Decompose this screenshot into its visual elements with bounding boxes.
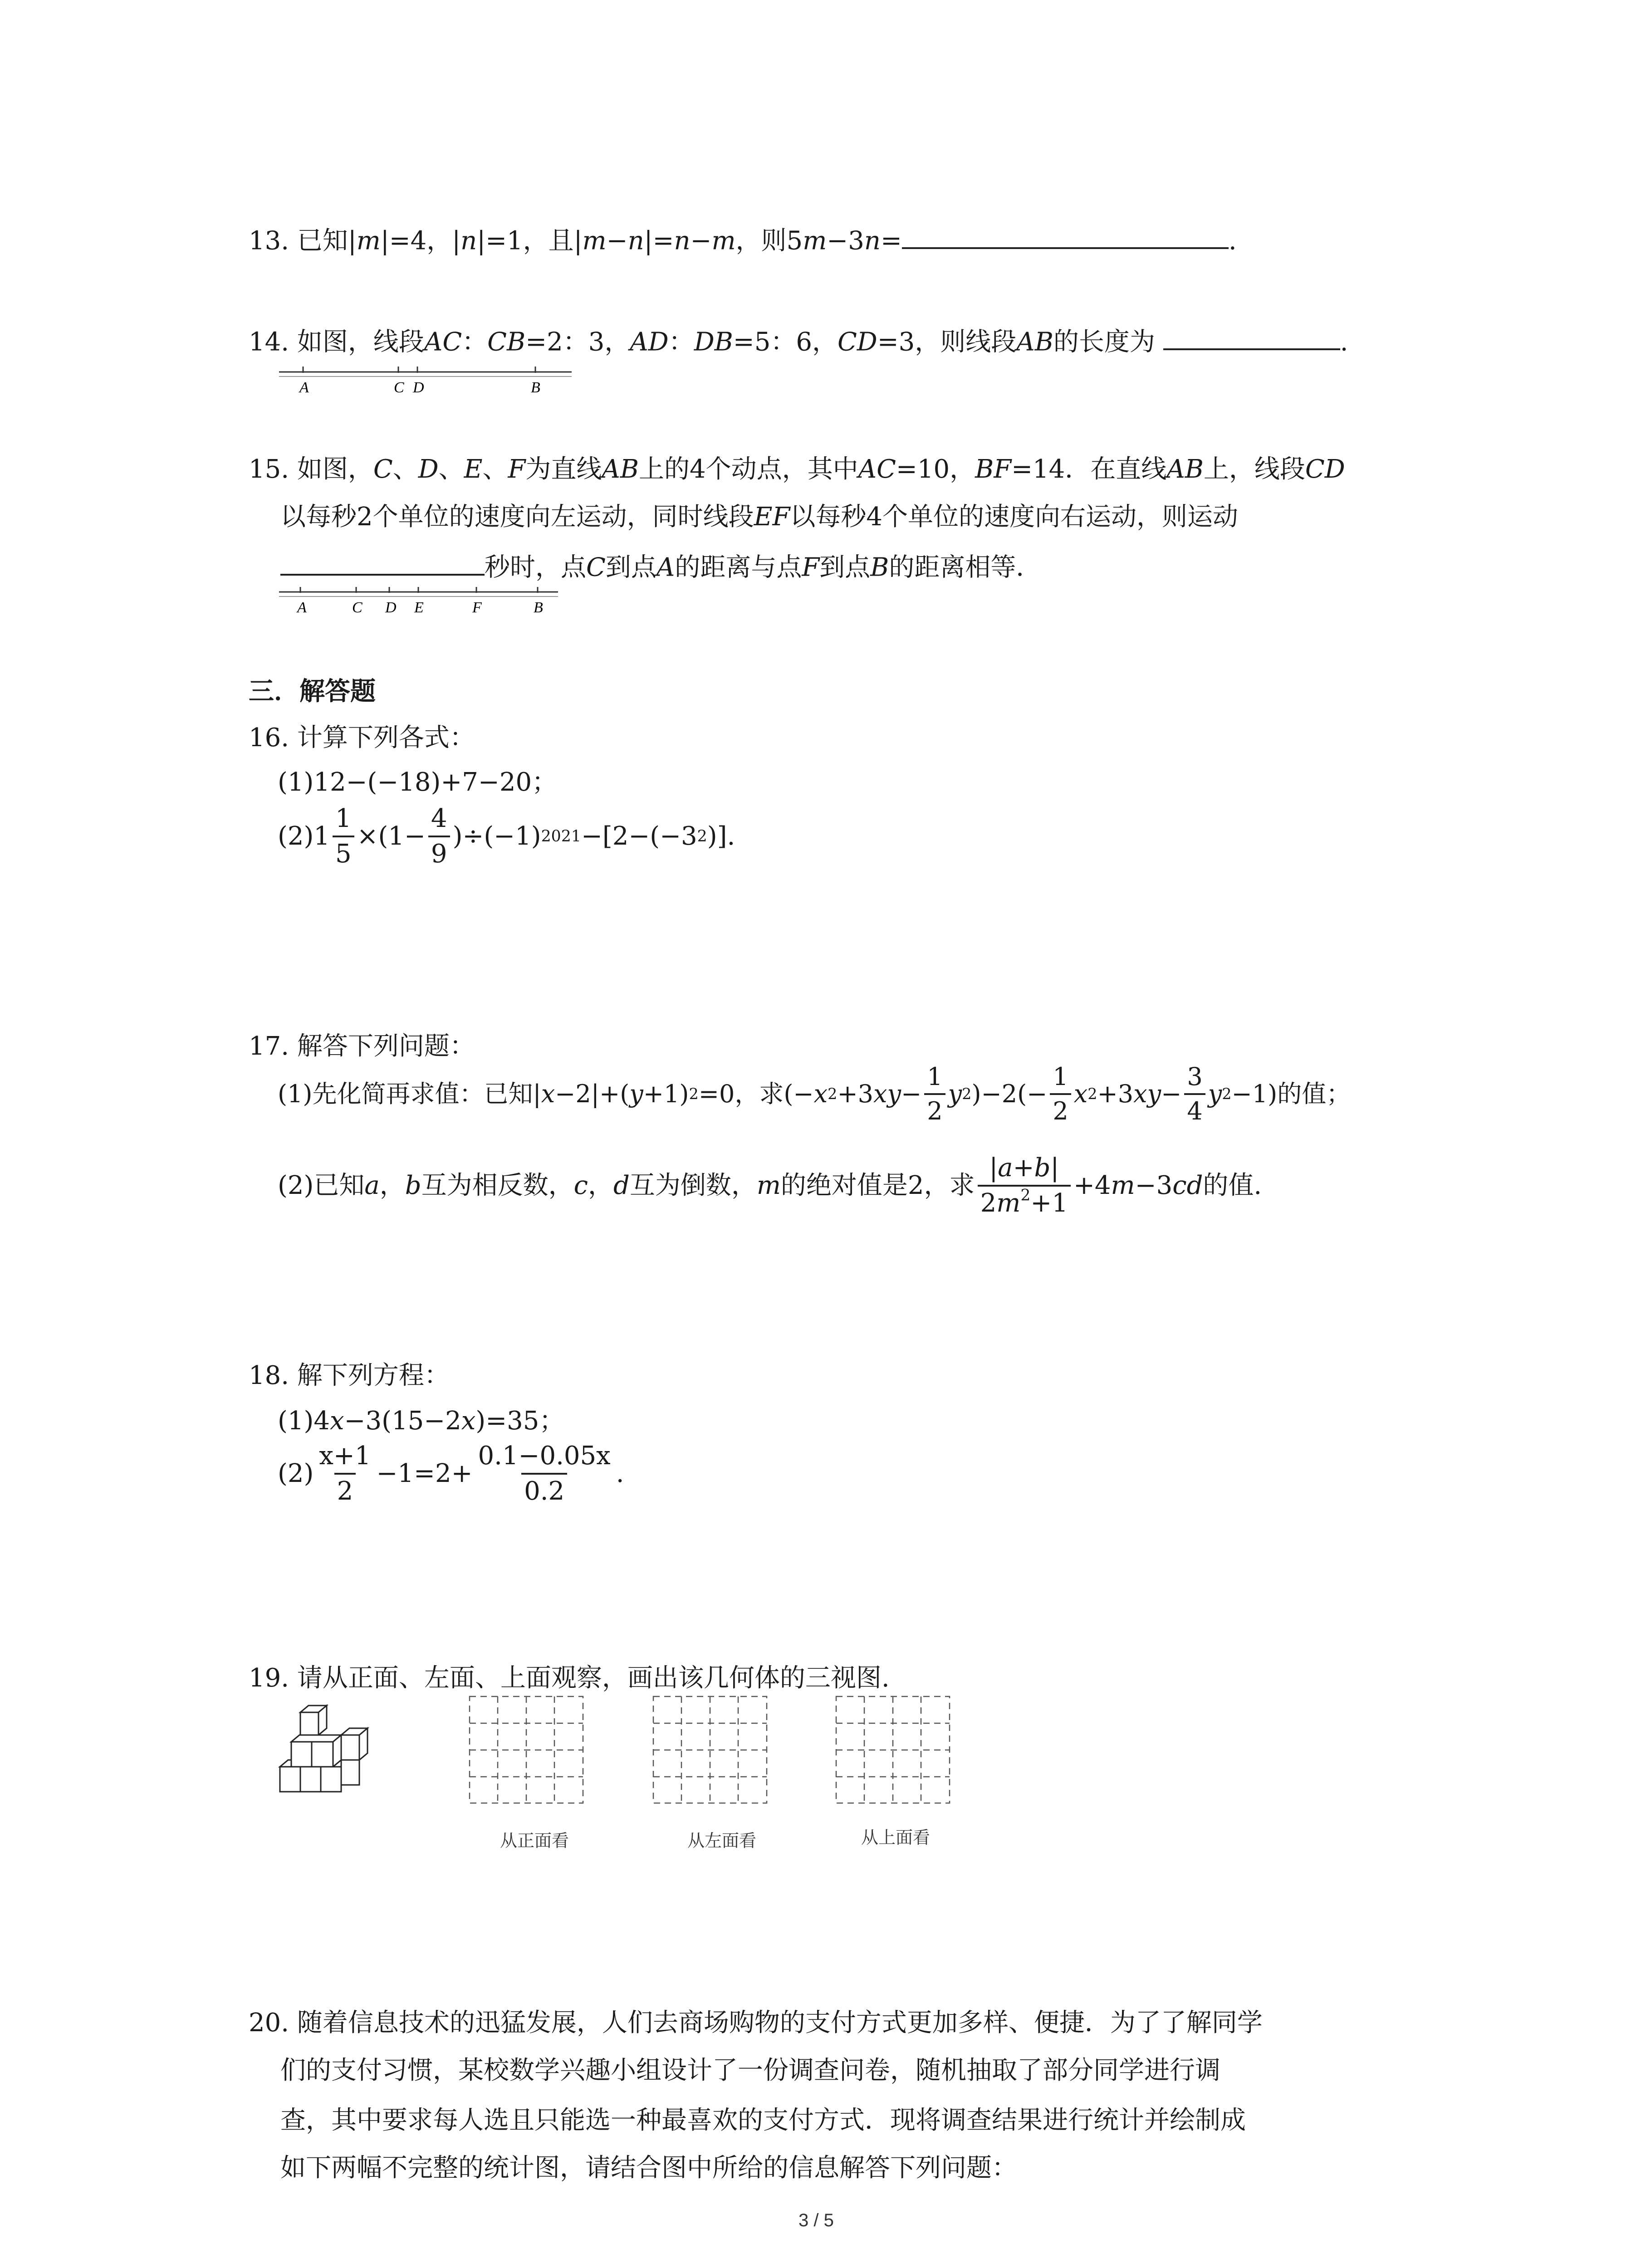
section-heading: 三．解答题: [249, 677, 376, 706]
question-number: 20.: [249, 2008, 289, 2038]
fraction: $\frac{1}{5}$: [333, 803, 354, 870]
label-B: B: [534, 599, 543, 616]
cube-front-face: [291, 1742, 312, 1767]
cube-front-face: [312, 1742, 333, 1767]
label-C: C: [394, 379, 404, 396]
question-20-line-1: 20. 随着信息技术的迅猛发展，人们去商场购物的支付方式更加多样、便捷．为了了解同学: [249, 2008, 1263, 2038]
cube-front-face: [280, 1767, 300, 1792]
question-20-line-2: 们的支付习惯，某校数学兴趣小组设计了一份调查问卷，随机抽取了部分同学进行调: [280, 2056, 1220, 2085]
question-18-title: 18. 解下列方程：: [249, 1361, 450, 1390]
answer-blank[interactable]: [1163, 326, 1340, 350]
fraction: $\frac{1}{2}$: [1050, 1061, 1071, 1126]
question-13: 13. 已知|m|=4，|n|=1，且|m−n|=n−m，则5m−3n= .: [249, 225, 1237, 257]
label-F: F: [472, 599, 482, 616]
grid-front-view[interactable]: [467, 1694, 590, 1808]
question-number: 13.: [249, 226, 289, 256]
segment-figure-15: [277, 581, 567, 621]
cube-solid-figure: [278, 1703, 405, 1812]
question-17-title: 17. 解答下列问题：: [249, 1031, 475, 1061]
fraction: $\frac{|a+b|}{2m^2+1}$: [978, 1152, 1071, 1219]
question-16-part-2: (2)1 $\frac{1}{5}$ ×(1− $\frac{4}{9}$ )÷(−1) 2021 −[2−(−3 2 )].: [278, 803, 735, 870]
label-A: A: [299, 379, 309, 396]
question-16-title: 16. 计算下列各式：: [249, 723, 475, 753]
question-14: 14. 如图，线段AC：CB=2：3，AD：DB=5：6，CD=3，则线段AB的长度为 .: [249, 326, 1348, 358]
fraction: $\frac{3}{4}$: [1184, 1061, 1205, 1126]
question-number: 15.: [249, 455, 289, 484]
question-17-part-1: (1)先化简再求值：已知| x −2|+( y +1) 2 =0，求(− x 2 +3 xy − $\frac{1}{2}$ y 2 )−2(− $\frac{1}{2}$ x 2 +3 xy − $\frac{3}{4}$ y 2 −1)的值；: [278, 1061, 1351, 1126]
grid-left-view[interactable]: [651, 1694, 774, 1808]
question-number: 14.: [249, 327, 289, 357]
segment-figure-14: [277, 358, 576, 399]
answer-blank[interactable]: [280, 551, 485, 576]
cube-front-face: [300, 1767, 321, 1792]
question-18-part-1: (1)4x−3(15−2x)=35；: [278, 1406, 565, 1436]
question-number: 17.: [249, 1031, 289, 1061]
question-20-line-4: 如下两幅不完整的统计图，请结合图中所给的信息解答下列问题：: [280, 2153, 1017, 2183]
question-number: 18.: [249, 1361, 289, 1390]
question-15-line-2: 以每秒2个单位的速度向左运动，同时线段EF以每秒4个单位的速度向右运动，则运动: [280, 502, 1239, 532]
label-E: E: [414, 599, 424, 616]
page-number: 3 / 5: [798, 2210, 834, 2230]
caption-front-view: 从正面看: [500, 1831, 569, 1851]
question-15-line-1: 15. 如图，C、D、E、F为直线AB上的4个动点，其中AC=10，BF=14．在直线AB上，线段CD: [249, 455, 1345, 484]
question-18-part-2: (2) $\frac{x+1}{2}$ −1=2+ $\frac{0.1-0.05x}{0.2}$ .: [278, 1440, 624, 1507]
caption-top-view: 从上面看: [861, 1828, 931, 1848]
label-A: A: [297, 599, 307, 616]
grid-top-view[interactable]: [834, 1694, 956, 1808]
fraction: $\frac{x+1}{2}$: [316, 1440, 373, 1507]
fraction: $\frac{0.1-0.05x}{0.2}$: [475, 1440, 613, 1507]
cube-front-face: [341, 1735, 359, 1760]
cube-front-face: [321, 1767, 341, 1792]
fraction: $\frac{1}{2}$: [924, 1061, 945, 1126]
question-number: 16.: [249, 723, 289, 753]
label-C: C: [352, 599, 362, 616]
answer-blank[interactable]: [902, 225, 1229, 249]
label-D: D: [413, 379, 424, 396]
caption-left-view: 从左面看: [687, 1831, 757, 1851]
question-15-line-3: 秒时，点C到点A的距离与点F到点B的距离相等．: [280, 551, 1041, 583]
cube-top-face: [280, 1760, 291, 1767]
question-20-line-3: 查，其中要求每人选且只能选一种最喜欢的支付方式．现将调查结果进行统计并绘制成: [280, 2106, 1246, 2135]
cube-front-face: [341, 1760, 359, 1785]
question-number: 19.: [249, 1663, 289, 1693]
question-16-part-1: (1)12−(−18)+7−20；: [278, 767, 558, 797]
question-19: 19. 请从正面、左面、上面观察，画出该几何体的三视图.: [249, 1663, 890, 1693]
question-17-part-2: (2)已知 a ， b 互为相反数， c ， d 互为倒数， m 的绝对值是2，求 $\frac{|a+b|}{2m^2+1}$ +4 m −3 cd 的值.: [278, 1152, 1262, 1219]
label-D: D: [385, 599, 397, 616]
label-B: B: [531, 379, 540, 396]
cube-front-face: [300, 1712, 318, 1735]
fraction: $\frac{4}{9}$: [428, 803, 450, 870]
